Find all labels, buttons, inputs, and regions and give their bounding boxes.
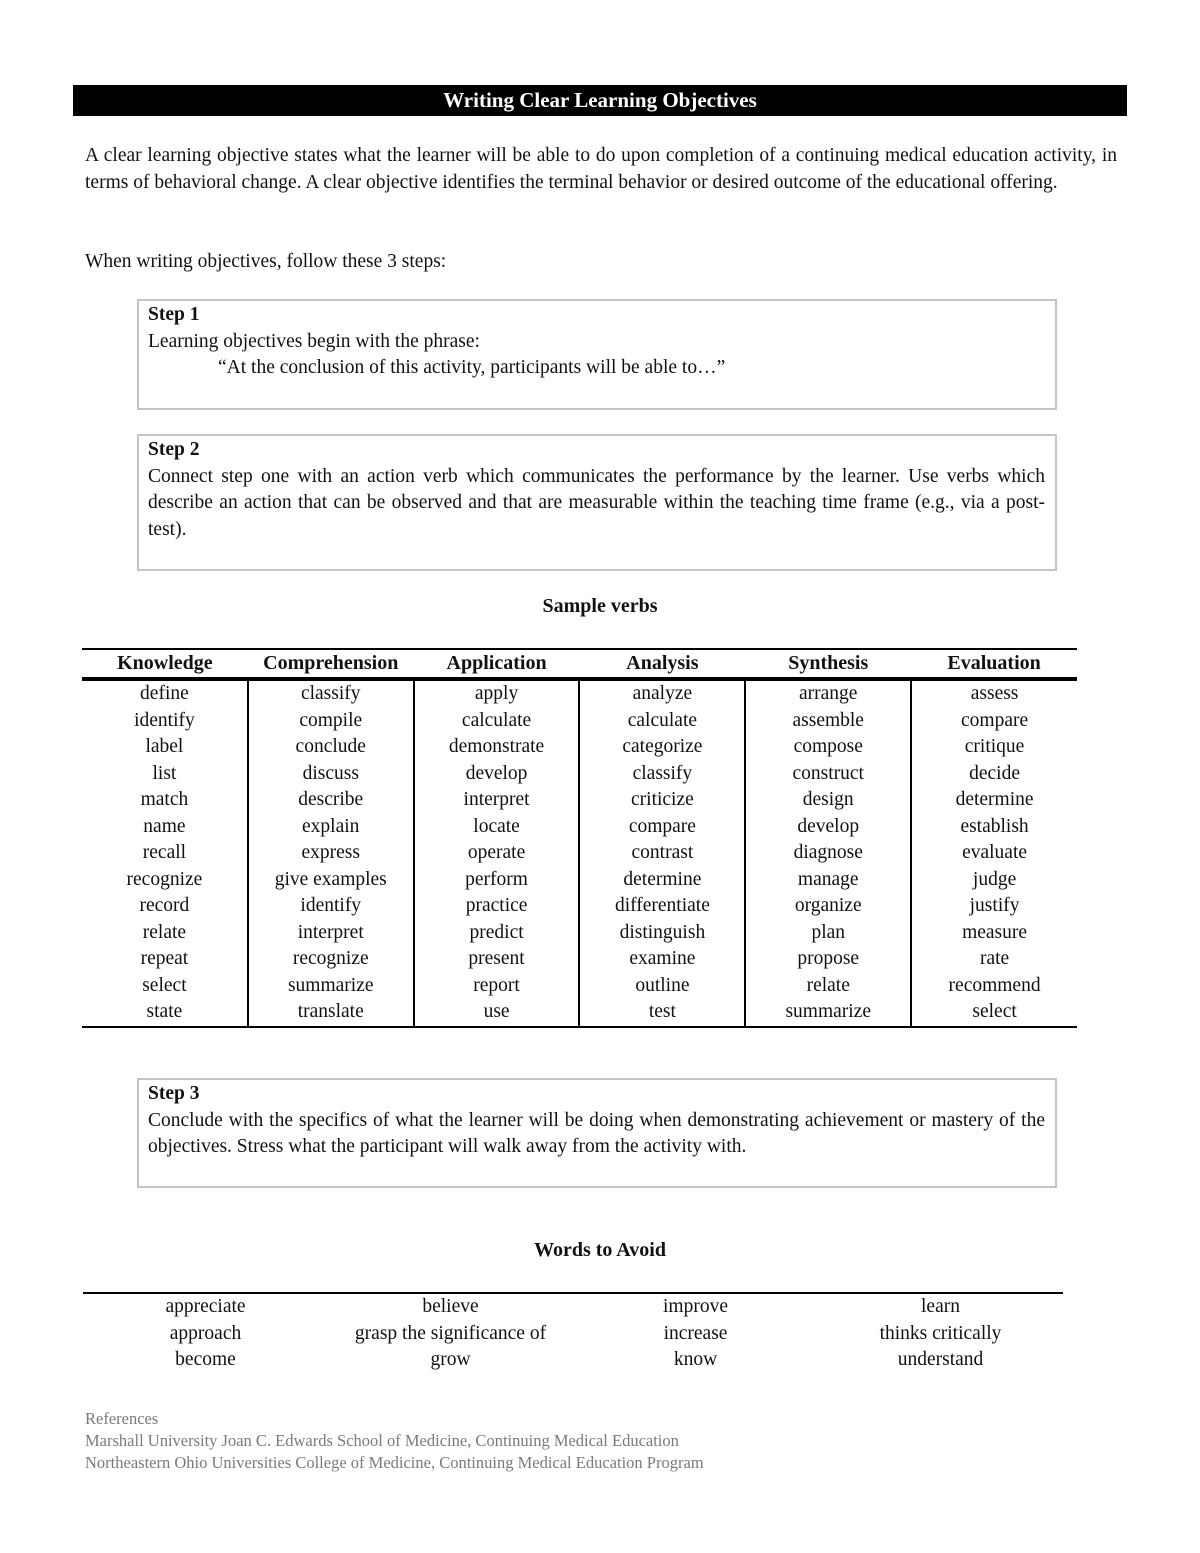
table-row (83, 1293, 1063, 1321)
verb-cell: give examples (248, 867, 414, 894)
verb-cell: differentiate (579, 893, 745, 920)
avoid-word-cell: become (175, 1349, 236, 1371)
verb-cell: operate (414, 840, 580, 867)
step-1-title: Step 1 (148, 304, 200, 325)
verb-cell: identify (248, 893, 414, 920)
avoid-word-cell: approach (169, 1322, 242, 1344)
table-row (82, 946, 1077, 973)
avoid-word-cell: increase (663, 1322, 728, 1344)
step-3-box (137, 1078, 1057, 1188)
step-2-body: Connect step one with an action verb which communicates the performance by the learner. Use verbs which describe an action that can be observed and that are measurable within the teaching time frame (e.g., via a post-test). (148, 465, 1045, 540)
verb-cell: critique (911, 734, 1077, 761)
verb-cell: judge (911, 867, 1077, 894)
verb-cell: describe (248, 787, 414, 814)
verb-cell: interpret (414, 787, 580, 814)
table-row (82, 840, 1077, 867)
verb-cell: propose (745, 946, 911, 973)
verb-cell: determine (911, 787, 1077, 814)
verb-cell: determine (579, 867, 745, 894)
avoid-word-cell: believe (422, 1296, 479, 1317)
intro-paragraph: A clear learning objective states what the learner will be able to do upon completion of a continuing medical education activity, in terms of behavioral change. A clear objective identifies the terminal behavior or desired outcome of the educational offering. (85, 145, 1117, 193)
references-label: References (85, 1409, 159, 1428)
verb-cell: conclude (248, 734, 414, 761)
words-to-avoid-heading: Words to Avoid (534, 1239, 666, 1261)
verb-cell: select (911, 999, 1077, 1027)
verb-cell: demonstrate (414, 734, 580, 761)
verb-cell: relate (142, 921, 187, 943)
verb-cell: list (152, 762, 177, 784)
verb-cell: state (82, 999, 248, 1027)
avoid-word-cell: grasp the significance of (354, 1322, 547, 1344)
verb-cell: arrange (745, 679, 911, 708)
verb-cell: contrast (579, 840, 745, 867)
verb-cell: calculate (579, 708, 745, 735)
table-row (83, 1347, 1063, 1374)
table-row (82, 920, 1077, 947)
avoid-word-cell: appreciate (165, 1296, 246, 1317)
verb-cell: define (140, 683, 189, 704)
table-row (82, 734, 1077, 761)
table-row (82, 679, 1077, 708)
verb-cell: compare (911, 708, 1077, 735)
reference-item: Marshall University Joan C. Edwards School of Medicine, Continuing Medical Education (85, 1431, 679, 1450)
verb-cell: recognize (248, 946, 414, 973)
verb-cell: establish (911, 814, 1077, 841)
verb-cell: present (414, 946, 580, 973)
verb-cell: criticize (579, 787, 745, 814)
verb-cell: diagnose (745, 840, 911, 867)
column-header-analysis: Analysis (579, 649, 745, 679)
verb-cell: select (142, 974, 187, 996)
page-title: Writing Clear Learning Objectives (73, 85, 1127, 116)
column-header-synthesis: Synthesis (745, 649, 911, 679)
words-to-avoid-table (83, 1292, 1063, 1374)
verb-cell: plan (745, 920, 911, 947)
verb-cell: compose (745, 734, 911, 761)
words-to-avoid-body (83, 1293, 1063, 1374)
verb-cell: relate (745, 973, 911, 1000)
verb-cell: develop (745, 814, 911, 841)
verb-cell: label (145, 736, 184, 757)
verb-cell: construct (745, 761, 911, 788)
verb-cell: classify (579, 761, 745, 788)
table-row (82, 761, 1077, 788)
avoid-word-cell: learn (921, 1296, 960, 1317)
step-2-title: Step 2 (148, 439, 200, 460)
avoid-word-cell: grow (430, 1349, 471, 1371)
verb-cell: justify (911, 893, 1077, 920)
verb-cell: identify (134, 709, 195, 731)
verb-cell: match (140, 789, 189, 810)
step-1-quote: “At the conclusion of this activity, participants will be able to…” (218, 357, 726, 378)
verb-cell: test (579, 999, 745, 1027)
verb-cell: recommend (911, 973, 1077, 1000)
avoid-word-cell: improve (663, 1296, 728, 1317)
table-row (82, 787, 1077, 814)
table-row (82, 973, 1077, 1000)
verb-cell: express (248, 840, 414, 867)
table-row (82, 999, 1077, 1027)
reference-item: Northeastern Ohio Universities College of Medicine, Continuing Medical Education Program (85, 1453, 704, 1472)
table-row (82, 814, 1077, 841)
verb-cell: distinguish (579, 920, 745, 947)
verb-cell: calculate (414, 708, 580, 735)
table-row (82, 893, 1077, 920)
sample-verbs-header-row (82, 649, 1077, 679)
table-row (82, 708, 1077, 735)
verb-cell: report (414, 973, 580, 1000)
verb-cell: rate (911, 946, 1077, 973)
step-3-body: Conclude with the specifics of what the learner will be doing when demonstrating achievement or mastery of the objectives. Stress what the participant will walk away from the activity with. (148, 1109, 1045, 1157)
verb-cell: measure (911, 920, 1077, 947)
column-header-knowledge: Knowledge (82, 649, 248, 679)
sample-verbs-table (82, 648, 1077, 1028)
verb-cell: compare (579, 814, 745, 841)
verb-cell: manage (745, 867, 911, 894)
verb-cell: practice (414, 893, 580, 920)
verb-cell: summarize (745, 999, 911, 1027)
step-2-box (137, 434, 1057, 571)
verb-cell: explain (248, 814, 414, 841)
verb-cell: discuss (248, 761, 414, 788)
avoid-word-cell: understand (897, 1349, 984, 1371)
verb-cell: name (143, 815, 186, 837)
verb-cell: compile (248, 708, 414, 735)
verb-cell: decide (911, 761, 1077, 788)
column-header-application: Application (414, 649, 580, 679)
step-3-title: Step 3 (148, 1083, 200, 1104)
verb-cell: translate (248, 999, 414, 1027)
verb-cell: assess (911, 679, 1077, 708)
verb-cell: interpret (248, 920, 414, 947)
column-header-comprehension: Comprehension (248, 649, 414, 679)
verb-cell: summarize (248, 973, 414, 1000)
verb-cell: perform (414, 867, 580, 894)
step-1-body: Learning objectives begin with the phrase: (148, 330, 480, 352)
verb-cell: recall (142, 842, 187, 863)
column-header-evaluation: Evaluation (911, 649, 1077, 679)
verb-cell: repeat (140, 948, 189, 969)
table-row (83, 1321, 1063, 1348)
verb-cell: classify (248, 679, 414, 708)
sample-verbs-heading: Sample verbs (542, 595, 658, 617)
verb-cell: predict (414, 920, 580, 947)
verb-cell: use (414, 999, 580, 1027)
verb-cell: design (745, 787, 911, 814)
verb-cell: assemble (745, 708, 911, 735)
sample-verbs-body (82, 679, 1077, 1027)
verb-cell: categorize (579, 734, 745, 761)
verb-cell: develop (414, 761, 580, 788)
steps-lead-text: When writing objectives, follow these 3 steps: (85, 251, 447, 272)
avoid-word-cell: know (673, 1349, 718, 1371)
step-1-box (137, 299, 1057, 410)
verb-cell: outline (579, 973, 745, 1000)
avoid-word-cell: thinks critically (879, 1322, 1002, 1344)
verb-cell: record (139, 895, 190, 916)
verb-cell: examine (579, 946, 745, 973)
verb-cell: apply (414, 679, 580, 708)
verb-cell: locate (414, 814, 580, 841)
references (85, 1408, 1085, 1474)
verb-cell: organize (745, 893, 911, 920)
table-row (82, 867, 1077, 894)
verb-cell: recognize (126, 868, 203, 890)
verb-cell: analyze (579, 679, 745, 708)
verb-cell: evaluate (911, 840, 1077, 867)
